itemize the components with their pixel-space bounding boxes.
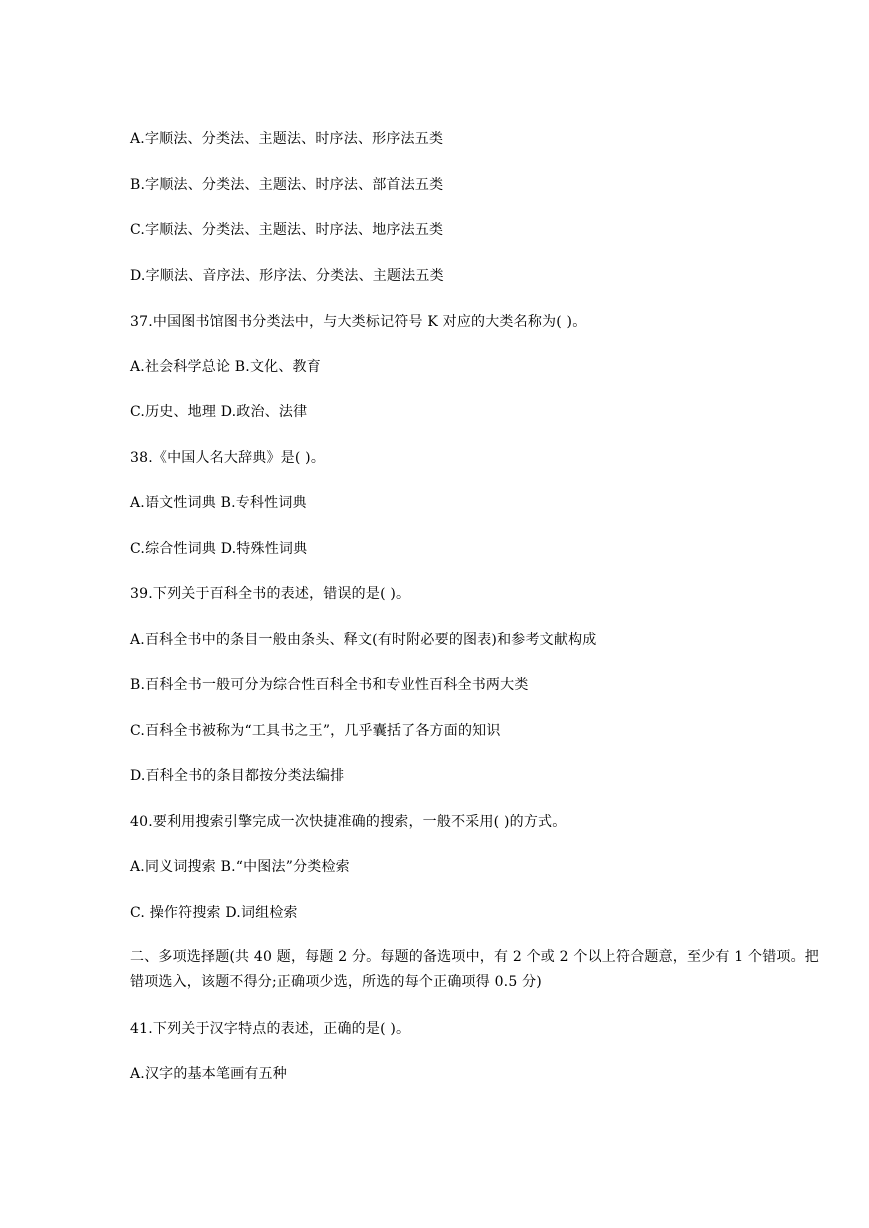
option-line: A.百科全书中的条目一般由条头、释文(有时附必要的图表)和参考文献构成 — [130, 632, 597, 648]
question-40: 40.要利用搜索引擎完成一次快捷准确的搜索，一般不采用( )的方式。 — [130, 814, 567, 830]
option-line: C.百科全书被称为“工具书之王”，几乎囊括了各方面的知识 — [130, 723, 501, 739]
option-line: B.百科全书一般可分为综合性百科全书和专业性百科全书两大类 — [130, 677, 529, 693]
option-line: B.字顺法、分类法、主题法、时序法、部首法五类 — [130, 177, 444, 193]
option-line: C.历史、地理 D.政治、法律 — [130, 404, 308, 420]
question-41: 41.下列关于汉字特点的表述，正确的是( )。 — [130, 1021, 411, 1037]
option-line: A.语文性词典 B.专科性词典 — [130, 495, 307, 511]
option-line: C.字顺法、分类法、主题法、时序法、地序法五类 — [130, 222, 444, 238]
option-line: A.汉字的基本笔画有五种 — [130, 1066, 287, 1082]
question-38: 38.《中国人名大辞典》是( )。 — [130, 450, 326, 466]
option-line: A.社会科学总论 B.文化、教育 — [130, 359, 321, 375]
option-line: A.同义词搜索 B.“中图法”分类检索 — [130, 859, 350, 875]
section-heading: 二、多项选择题(共 40 题，每题 2 分。每题的备选项中，有 2 个或 2 个以上符合题意，至少有 1 个错项。把错项选入，该题不得分;正确项少选，所选的每个正确项得 0.5 分) — [130, 949, 820, 990]
option-line: C.综合性词典 D.特殊性词典 — [130, 541, 308, 557]
option-line: A.字顺法、分类法、主题法、时序法、形序法五类 — [130, 131, 444, 147]
question-37: 37.中国图书馆图书分类法中，与大类标记符号 K 对应的大类名称为( )。 — [130, 314, 587, 330]
option-line: D.字顺法、音序法、形序法、分类法、主题法五类 — [130, 268, 444, 284]
option-line: D.百科全书的条目都按分类法编排 — [130, 768, 345, 784]
question-39: 39.下列关于百科全书的表述，错误的是( )。 — [130, 586, 411, 602]
option-line: C. 操作符搜索 D.词组检索 — [130, 905, 298, 921]
